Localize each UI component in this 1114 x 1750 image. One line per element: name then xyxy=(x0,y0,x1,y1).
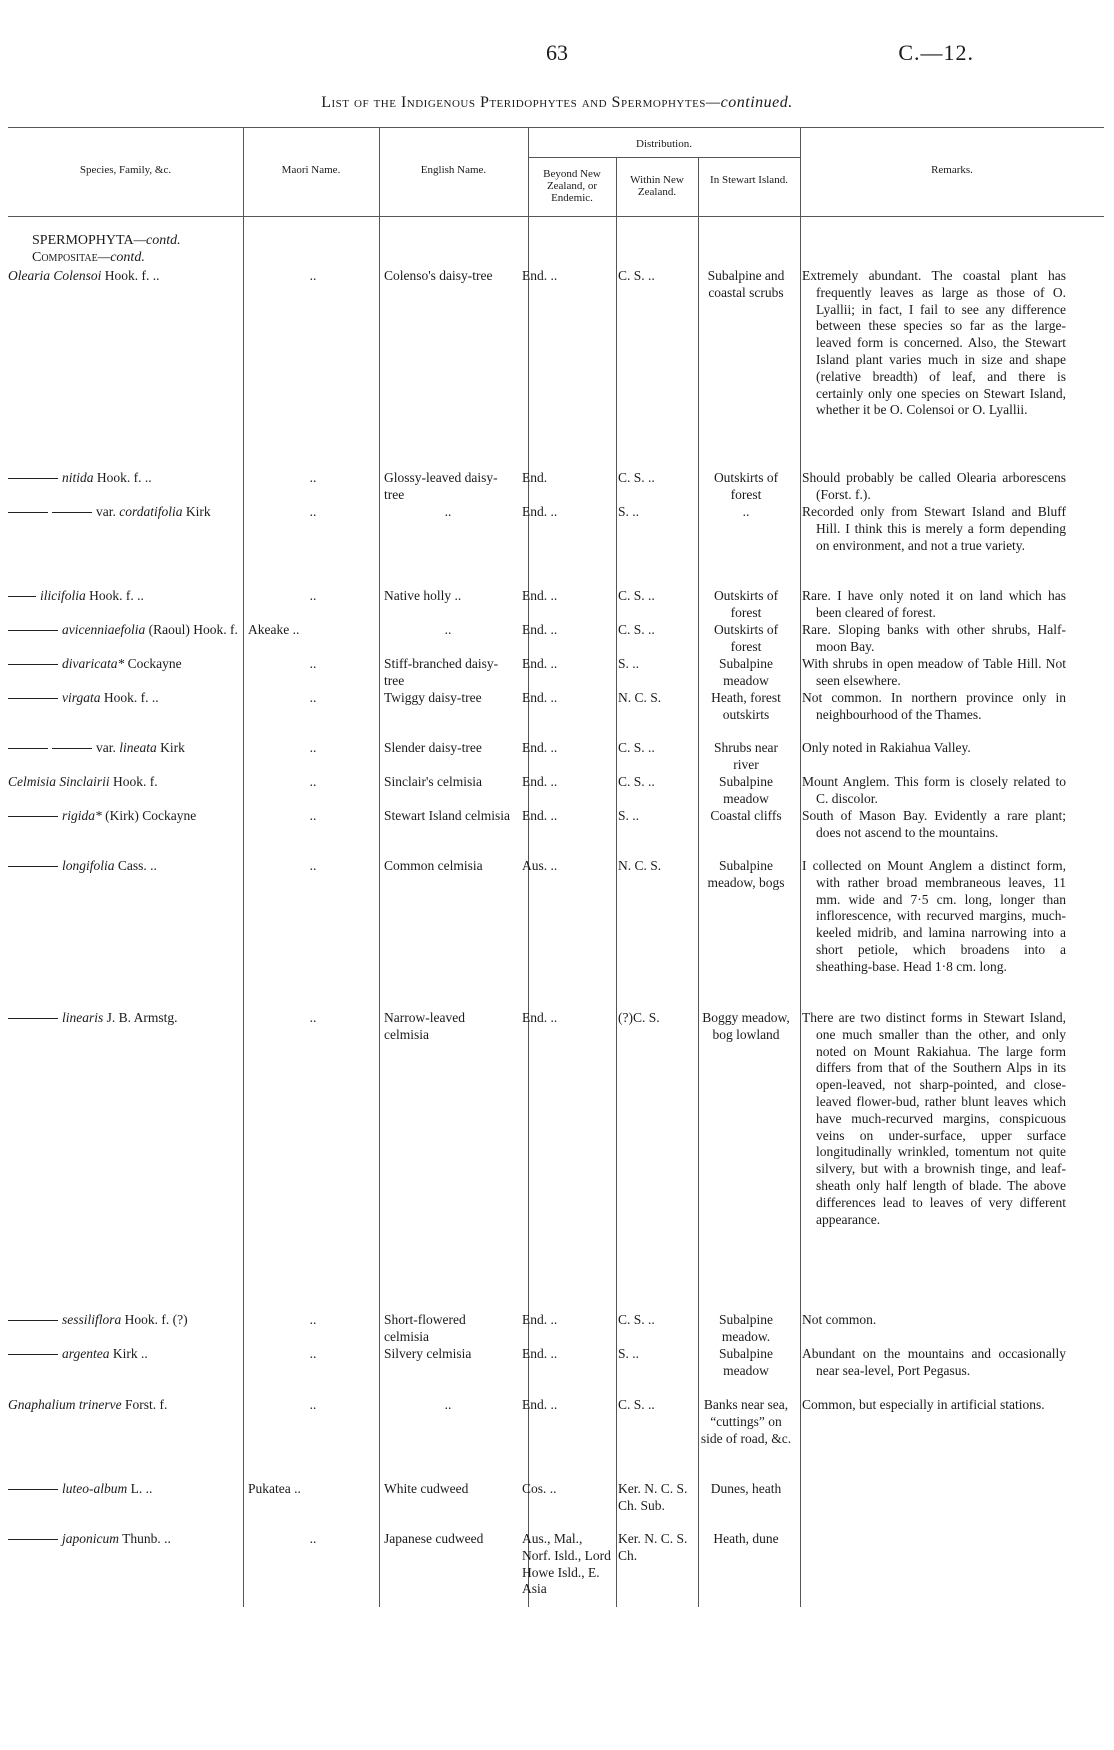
within-cell: Ker. N. C. S. Ch. Sub. xyxy=(618,1481,688,1513)
beyond-cell: Cos. .. xyxy=(522,1481,557,1496)
maori-cell: .. xyxy=(309,656,317,671)
english-cell: Stewart Island celmisia xyxy=(384,808,510,823)
maori-cell: .. xyxy=(309,690,317,705)
stewart-cell: Heath, forest outskirts xyxy=(711,690,781,722)
maori-cell: .. xyxy=(309,774,317,789)
species-name: argentea xyxy=(62,1346,110,1361)
species-cell xyxy=(8,1397,240,1414)
family-heading xyxy=(32,250,145,266)
species-name: sessiliflora xyxy=(62,1312,122,1327)
beyond-cell: Aus., Mal., Norf. Isld., Lord Howe Isld., E. Asia xyxy=(522,1531,611,1597)
species-name: Celmisia Sinclairii xyxy=(8,774,110,789)
species-authority: Hook. f. xyxy=(113,774,158,789)
within-cell: C. S. .. xyxy=(618,740,655,755)
ditto-dash xyxy=(8,478,58,479)
remarks-cell: Not common. In northern province only in neighbourhood of the Thames. xyxy=(802,690,1066,722)
species-name: divaricata* xyxy=(62,656,125,671)
family-name: Compositae xyxy=(32,250,98,265)
english-cell: Silvery celmisia xyxy=(384,1346,472,1361)
column-header-beyond: Beyond New Zealand, or Endemic. xyxy=(543,168,601,204)
title-suffix: —continued. xyxy=(705,94,793,111)
variety-prefix: var. xyxy=(96,504,116,519)
within-cell: S. .. xyxy=(618,656,640,671)
stewart-cell: Outskirts of forest xyxy=(713,470,779,502)
english-cell: Native holly .. xyxy=(384,588,462,603)
stewart-cell: Subalpine meadow xyxy=(719,1346,773,1378)
maori-cell: .. xyxy=(309,808,317,823)
stewart-cell: Banks near sea, “cuttings” on side of road, &c. xyxy=(700,1397,792,1446)
species-cell xyxy=(8,740,240,757)
column-header-stewart: In Stewart Island. xyxy=(710,174,788,186)
species-cell xyxy=(8,622,240,639)
beyond-cell: End. .. xyxy=(522,1312,558,1327)
species-cell xyxy=(8,1312,240,1329)
ditto-dash xyxy=(8,816,58,817)
within-cell: S. .. xyxy=(618,1346,640,1361)
english-cell: Glossy-leaved daisy-tree xyxy=(384,470,498,502)
species-cell xyxy=(8,656,240,673)
stewart-cell: Subalpine meadow xyxy=(719,774,773,806)
maori-cell: .. xyxy=(309,268,317,283)
stewart-cell: Boggy meadow, bog lowland xyxy=(702,1010,790,1042)
within-cell: N. C. S. xyxy=(618,858,662,873)
species-cell xyxy=(8,504,240,521)
column-divider xyxy=(616,157,617,1607)
stewart-cell: Shrubs near river xyxy=(713,740,779,772)
stewart-cell: Subalpine and coastal scrubs xyxy=(707,268,785,300)
maori-cell: .. xyxy=(309,858,317,873)
english-cell: Sinclair's celmisia xyxy=(384,774,483,789)
species-authority: Forst. f. xyxy=(125,1397,168,1412)
stewart-cell: Coastal cliffs xyxy=(710,808,782,823)
within-cell: C. S. .. xyxy=(618,268,655,283)
remarks-cell: Only noted in Rakiahua Valley. xyxy=(802,740,971,755)
beyond-cell: End. .. xyxy=(522,622,558,637)
remarks-cell: Rare. Sloping banks with other shrubs, Half-moon Bay. xyxy=(802,622,1066,654)
column-header-remarks: Remarks. xyxy=(931,164,973,176)
ditto-dash xyxy=(8,1489,58,1490)
species-name: luteo-album xyxy=(62,1481,128,1496)
page-number: 63 xyxy=(546,40,568,65)
species-cell xyxy=(8,690,240,707)
ditto-dash xyxy=(8,512,48,513)
species-name: rigida* xyxy=(62,808,102,823)
species-cell xyxy=(8,470,240,487)
species-name: nitida xyxy=(62,470,94,485)
column-header-distribution: Distribution. xyxy=(636,138,692,150)
english-cell: .. xyxy=(444,504,452,519)
remarks-cell: Rare. I have only noted it on land which has been cleared of forest. xyxy=(802,588,1066,620)
ditto-dash xyxy=(8,664,58,665)
ditto-dash xyxy=(8,1539,58,1540)
beyond-cell: End. .. xyxy=(522,1010,558,1025)
family-suffix: —contd. xyxy=(97,250,145,265)
beyond-cell: End. .. xyxy=(522,588,558,603)
ditto-dash xyxy=(8,1320,58,1321)
maori-cell: .. xyxy=(309,1346,317,1361)
english-cell: Colenso's daisy-tree xyxy=(384,268,493,283)
remarks-cell: Common, but especially in artificial stations. xyxy=(802,1397,1045,1412)
within-cell: Ker. N. C. S. Ch. xyxy=(618,1531,688,1563)
species-name: ilicifolia xyxy=(40,588,86,603)
species-authority: Hook. f. .. xyxy=(103,690,159,705)
english-cell: Japanese cudweed xyxy=(384,1531,484,1546)
remarks-cell: With shrubs in open meadow of Table Hill. Not seen elsewhere. xyxy=(802,656,1066,688)
maori-cell: Akeake .. xyxy=(248,622,300,637)
column-header-within: Within New Zealand. xyxy=(630,174,684,198)
species-authority: (Raoul) Hook. f. xyxy=(148,622,238,637)
remarks-cell: Extremely abundant. The coastal plant has frequently leaves as large as those of O. Lyallii; in fact, I fail to see any difference between these species so far as the large-leaved form is concerned. Also, the Stewart Island plant varies much in size and shape (relative breadth) of leaf, and there is certainly only one species on Stewart Island, whether it be O. Colensoi or O. Lyallii. xyxy=(802,268,1066,418)
species-cell xyxy=(8,1481,240,1498)
remarks-cell: Should probably be called Olearia arborescens (Forst. f.). xyxy=(802,470,1066,502)
species-name: avicenniaefolia xyxy=(62,622,146,637)
within-cell: S. .. xyxy=(618,808,640,823)
species-name: Gnaphalium trinerve xyxy=(8,1397,122,1412)
maori-cell: Pukatea .. xyxy=(248,1481,301,1496)
english-cell: .. xyxy=(444,622,452,637)
title-main: List of the Indigenous Pteridophytes and Spermophytes xyxy=(321,94,706,111)
species-cell xyxy=(8,268,240,285)
beyond-cell: End. .. xyxy=(522,656,558,671)
species-name: cordatifolia xyxy=(119,504,183,519)
column-divider xyxy=(800,127,801,1607)
ditto-dash xyxy=(8,596,36,597)
species-authority: Thunb. .. xyxy=(122,1531,171,1546)
within-cell: C. S. .. xyxy=(618,1397,655,1412)
stewart-cell: Subalpine meadow xyxy=(719,656,773,688)
species-authority: Hook. f. .. xyxy=(89,588,144,603)
english-cell: White cudweed xyxy=(384,1481,469,1496)
within-cell: C. S. .. xyxy=(618,622,655,637)
document-code: C.—12. xyxy=(898,40,974,65)
species-authority: L. .. xyxy=(130,1481,153,1496)
beyond-cell: End. .. xyxy=(522,740,558,755)
remarks-cell: Mount Anglem. This form is closely related to C. discolor. xyxy=(802,774,1066,806)
species-authority: Kirk xyxy=(160,740,185,755)
ditto-dash xyxy=(8,1018,58,1019)
column-divider xyxy=(243,127,244,1607)
within-cell: C. S. .. xyxy=(618,470,655,485)
maori-cell: .. xyxy=(309,504,317,519)
within-cell: C. S. .. xyxy=(618,774,655,789)
species-authority: Kirk .. xyxy=(112,1346,148,1361)
beyond-cell: End. .. xyxy=(522,268,558,283)
remarks-cell: South of Mason Bay. Evidently a rare plant; does not ascend to the mountains. xyxy=(802,808,1066,840)
column-divider xyxy=(698,157,699,1607)
beyond-cell: End. .. xyxy=(522,774,558,789)
species-cell xyxy=(8,1531,240,1548)
species-name: longifolia xyxy=(62,858,115,873)
beyond-cell: End. .. xyxy=(522,504,558,519)
remarks-cell: Abundant on the mountains and occasionally near sea-level, Port Pegasus. xyxy=(802,1346,1066,1378)
species-authority: J. B. Armstg. xyxy=(106,1010,178,1025)
beyond-cell: End. xyxy=(522,470,548,485)
species-cell xyxy=(8,588,240,605)
species-cell xyxy=(8,1346,240,1363)
english-cell: Stiff-branched daisy-tree xyxy=(384,656,499,688)
ditto-dash xyxy=(8,866,58,867)
column-header-english: English Name. xyxy=(420,164,487,176)
stewart-cell: Outskirts of forest xyxy=(713,588,779,620)
maori-cell: .. xyxy=(309,1397,317,1412)
column-divider xyxy=(379,127,380,1607)
species-authority: Kirk xyxy=(185,504,211,519)
species-authority: Hook. f. .. xyxy=(96,470,152,485)
maori-cell: .. xyxy=(309,588,317,603)
stewart-cell: .. xyxy=(742,504,750,519)
remarks-cell: I collected on Mount Anglem a distinct form, with rather broad membraneous leaves, 11 mm. wide and 7·5 cm. long, longer than inflorescence, with recurved margins, much-keeled midrib, and lamina narrowing into a short petiole, which broadens into a sheathing-base. Head 1·8 cm. long. xyxy=(802,858,1066,974)
english-cell: .. xyxy=(444,1397,452,1412)
remarks-cell: Recorded only from Stewart Island and Bluff Hill. I think this is merely a form depending on environment, and not a true variety. xyxy=(802,504,1066,553)
stewart-cell: Heath, dune xyxy=(713,1531,779,1546)
beyond-cell: End. .. xyxy=(522,1397,558,1412)
species-cell xyxy=(8,858,240,875)
variety-prefix: var. xyxy=(96,740,116,755)
stewart-cell: Subalpine meadow, bogs xyxy=(707,858,785,890)
species-authority: Hook. f. .. xyxy=(104,268,160,283)
english-cell: Common celmisia xyxy=(384,858,483,873)
species-authority: Cockayne xyxy=(127,656,182,671)
english-cell: Narrow-leaved celmisia xyxy=(384,1010,465,1042)
species-name: Olearia Colensoi xyxy=(8,268,102,283)
species-authority: Cass. .. xyxy=(117,858,157,873)
within-cell: C. S. .. xyxy=(618,588,655,603)
division-name: SPERMOPHYTA xyxy=(32,233,134,248)
within-cell: S. .. xyxy=(618,504,640,519)
beyond-cell: End. .. xyxy=(522,1346,558,1361)
beyond-cell: Aus. .. xyxy=(522,858,558,873)
header-bottom-rule xyxy=(8,216,1104,217)
ditto-dash xyxy=(8,698,58,699)
species-name: lineata xyxy=(119,740,157,755)
within-cell: (?)C. S. xyxy=(618,1010,660,1025)
stewart-cell: Subalpine meadow. xyxy=(719,1312,773,1344)
species-authority: Hook. f. (?) xyxy=(124,1312,188,1327)
maori-cell: .. xyxy=(309,1312,317,1327)
species-cell xyxy=(8,774,240,791)
table-top-rule xyxy=(8,127,1104,128)
beyond-cell: End. .. xyxy=(522,690,558,705)
ditto-dash xyxy=(8,630,58,631)
species-authority: (Kirk) Cockayne xyxy=(105,808,197,823)
ditto-dash xyxy=(8,748,48,749)
division-heading xyxy=(32,233,181,249)
stewart-cell: Outskirts of forest xyxy=(713,622,779,654)
remarks-cell: Not common. xyxy=(802,1312,877,1327)
english-cell: Short-flowered celmisia xyxy=(384,1312,466,1344)
ditto-dash xyxy=(8,1354,58,1355)
ditto-dash xyxy=(52,748,92,749)
english-cell: Twiggy daisy-tree xyxy=(384,690,482,705)
english-cell: Slender daisy-tree xyxy=(384,740,482,755)
species-cell xyxy=(8,808,240,825)
within-cell: C. S. .. xyxy=(618,1312,655,1327)
maori-cell: .. xyxy=(309,470,317,485)
species-name: virgata xyxy=(62,690,101,705)
ditto-dash xyxy=(52,512,92,513)
beyond-cell: End. .. xyxy=(522,808,558,823)
column-header-maori: Maori Name. xyxy=(281,164,341,176)
maori-cell: .. xyxy=(309,1010,317,1025)
distribution-rule xyxy=(528,157,800,158)
maori-cell: .. xyxy=(309,1531,317,1546)
column-header-species: Species, Family, &c. xyxy=(79,164,172,176)
stewart-cell: Dunes, heath xyxy=(710,1481,782,1496)
maori-cell: .. xyxy=(309,740,317,755)
species-name: japonicum xyxy=(62,1531,119,1546)
within-cell: N. C. S. xyxy=(618,690,662,705)
division-suffix: —contd. xyxy=(133,233,181,248)
species-cell xyxy=(8,1010,240,1027)
remarks-cell: There are two distinct forms in Stewart Island, one much smaller than the other, and only noted on Mount Rakiahua. The large form differs from that of the Southern Alps in its open-leaved, not sharp-pointed, and close-leaved flower-bud, rather blunt leaves which have much-recurved margins, conspicuous veins on under-surface, upper surface longitudinally wrinkled, tomentum not quite silvery, but with a brownish tinge, and leaf-sheath only half length of blade. The above differences lead to leaves of very different appearance. xyxy=(802,1010,1066,1227)
page-title xyxy=(0,94,1114,112)
species-name: linearis xyxy=(62,1010,104,1025)
